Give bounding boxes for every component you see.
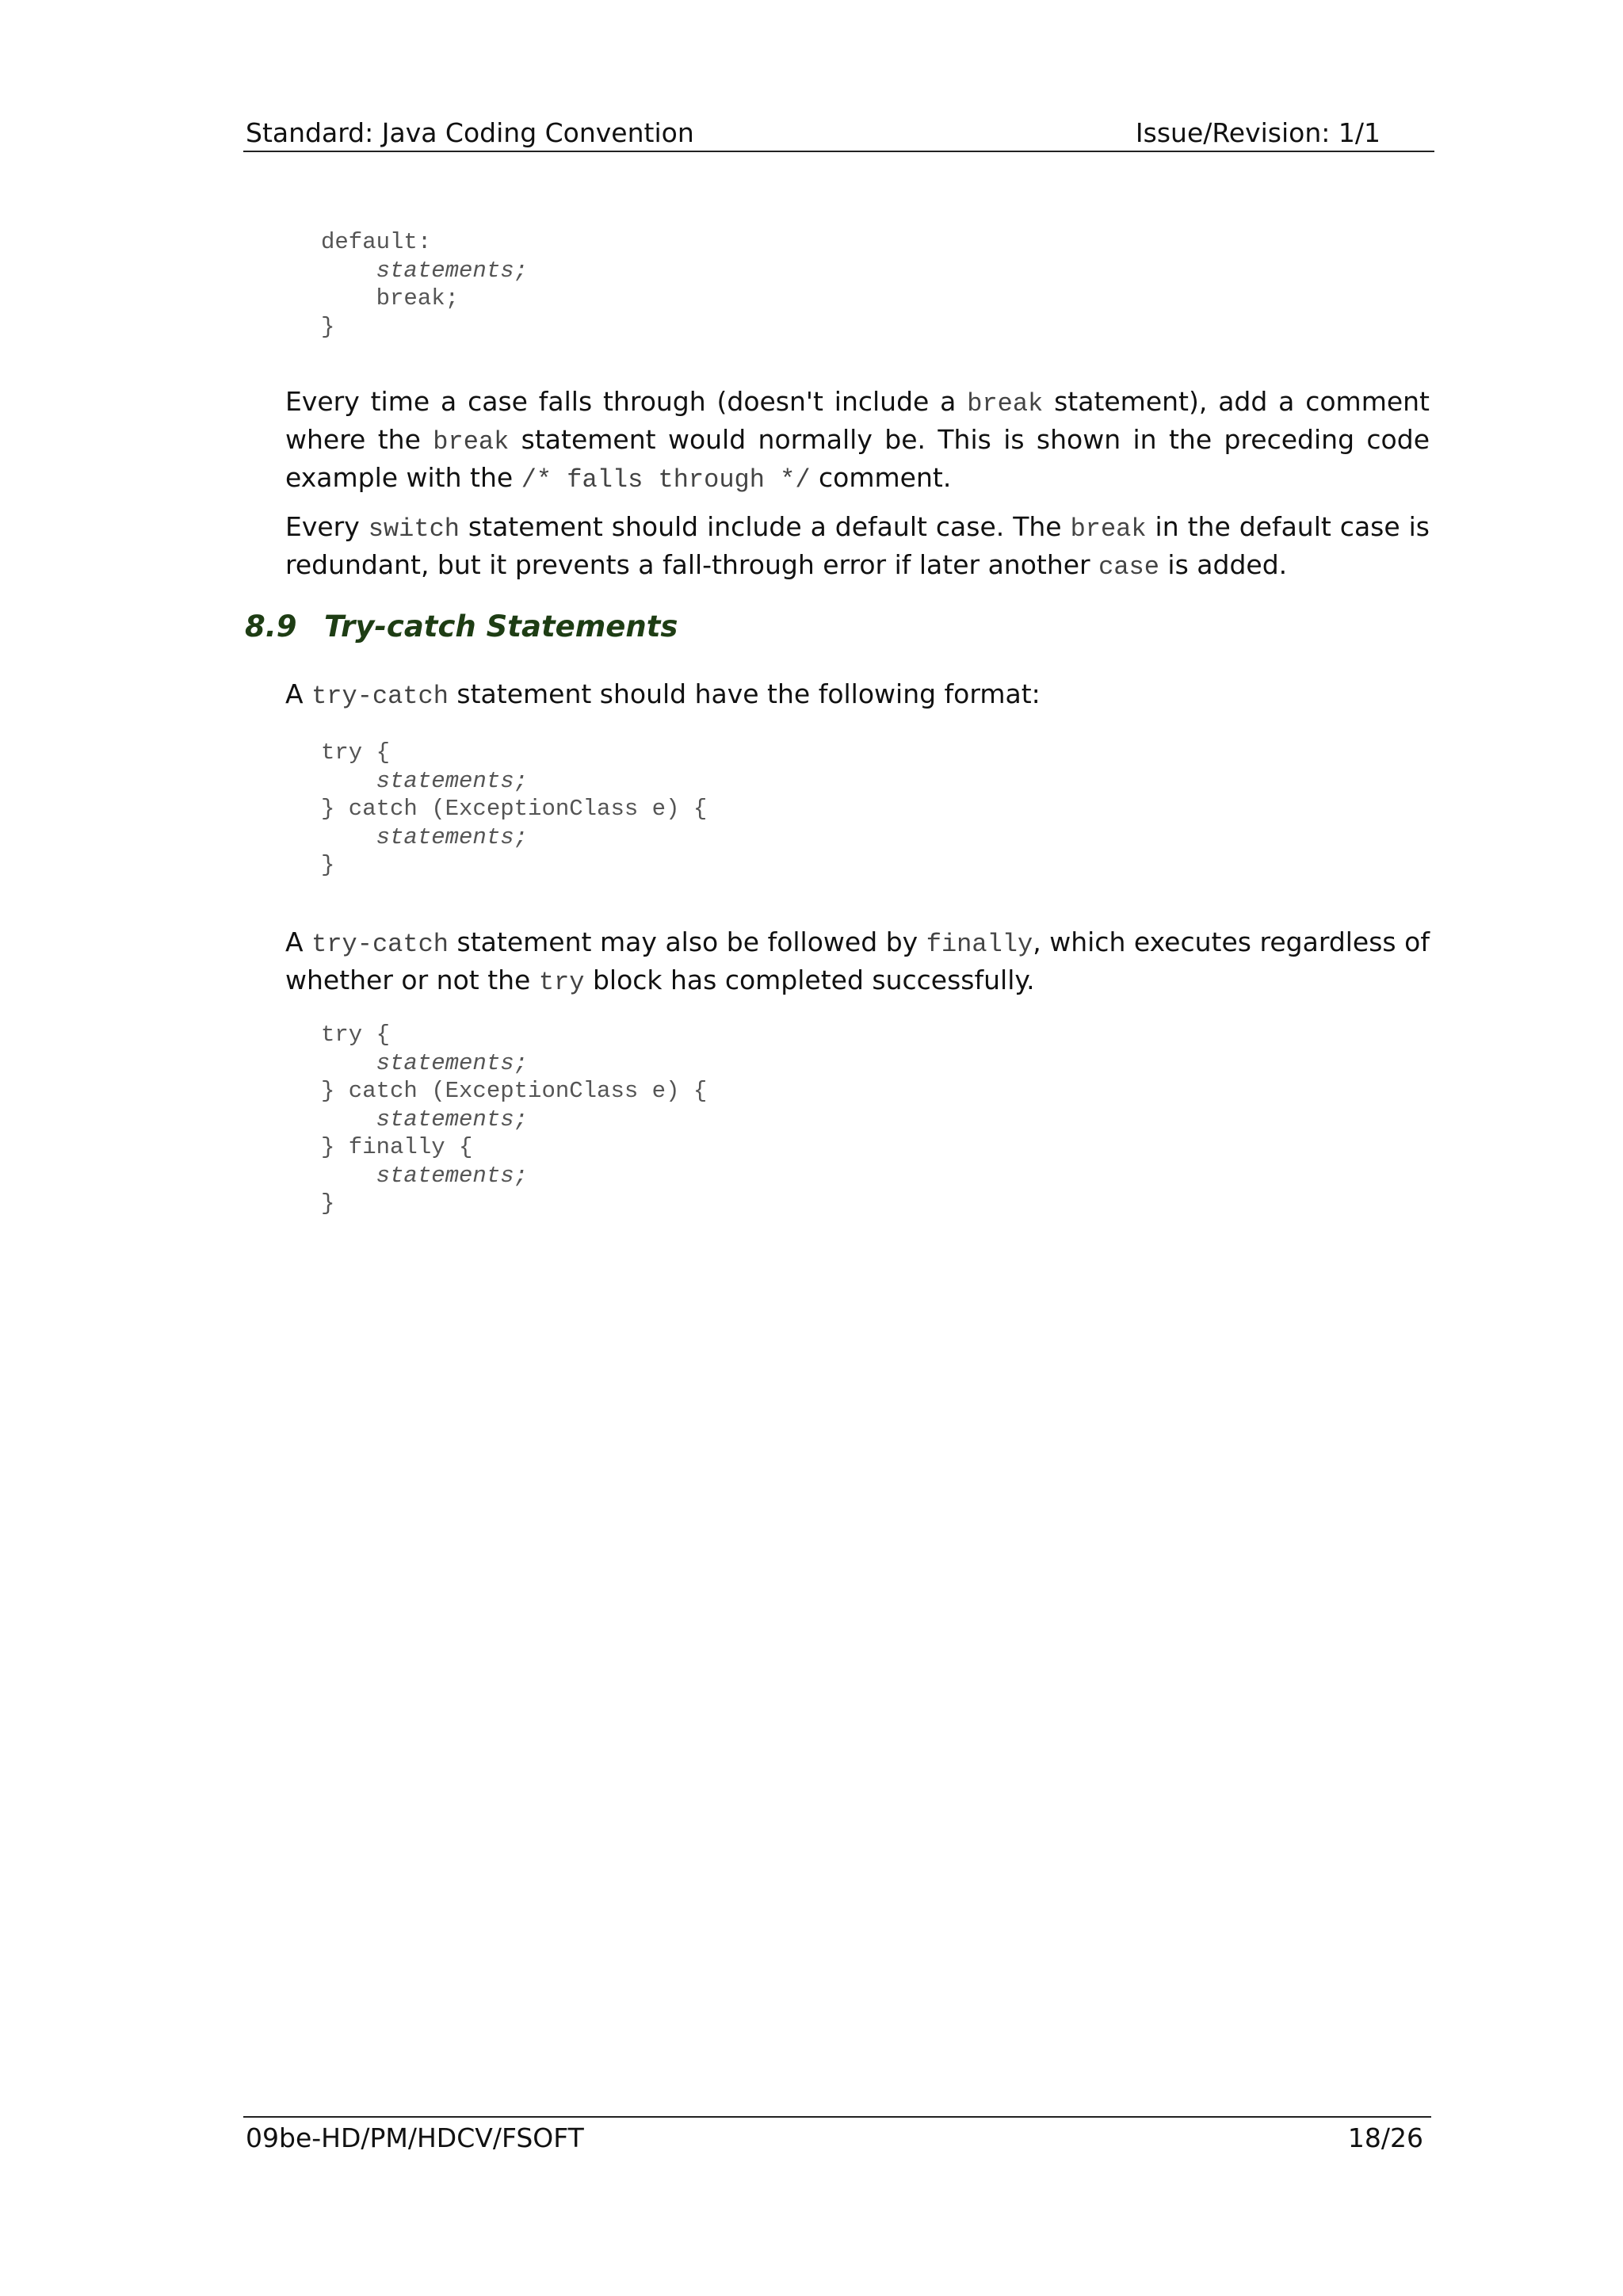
code-line: try { [321,1022,391,1048]
text-run: A [285,678,312,709]
header-document-title: Standard: Java Coding Convention [246,117,694,148]
text-run: comment. [810,462,952,493]
inline-code: try-catch [311,682,449,711]
header-revision: Issue/Revision: 1/1 [1135,117,1381,148]
paragraph-finally [285,924,1430,1000]
inline-code: switch [368,514,460,544]
code-line: break; [321,285,460,311]
text-run: Every [285,511,369,542]
text-run: statement should include a default case. The [459,511,1071,542]
code-line: statements; [321,767,529,794]
section-title: Try-catch Statements [324,609,678,644]
section-number: 8.9 [245,609,297,644]
paragraph-default-case [285,509,1430,585]
section-heading [245,609,678,645]
code-line: statements; [321,1049,529,1076]
text-run: statement should have the following format: [448,678,1041,709]
code-line: } [321,313,335,340]
code-block-try-catch [321,739,707,880]
footer-page-number: 18/26 [1347,2122,1423,2153]
code-line: statements; [321,257,529,284]
code-line: default: [321,229,432,255]
text-run: A [285,926,312,957]
text-run: statement would normally be. This is shown in the preceding code example with the [285,424,1430,493]
inline-code: break [1070,514,1147,544]
code-line: } catch (ExceptionClass e) { [321,796,708,822]
text-run: is added. [1159,549,1288,580]
code-line: } catch (ExceptionClass e) { [321,1078,708,1104]
paragraph-try-catch-format [285,676,1430,714]
code-block-try-catch-finally [321,1021,707,1218]
code-line: statements; [321,1162,529,1189]
code-line: try { [321,739,391,766]
code-line: } [321,1190,335,1217]
code-line: statements; [321,1106,529,1133]
inline-code: try-catch [311,930,449,959]
code-block-switch-tail [321,228,528,341]
page-footer [243,2116,1431,2153]
inline-code: /* falls through */ [521,465,811,495]
text-run: in the default case is redundant, but it prevents a fall-through error if later another [285,511,1430,580]
code-line: } finally { [321,1134,473,1160]
text-run: , which executes regardless of whether or not the [285,926,1430,995]
page-header [243,116,1434,152]
text-run: statement may also be followed by [448,926,926,957]
inline-code: finally [926,930,1033,959]
footer-document-code: 09be-HD/PM/HDCV/FSOFT [246,2122,584,2153]
text-run: block has completed successfully. [584,965,1035,995]
text-run: statement), add a comment where the [285,386,1430,455]
paragraph-falls-through [285,384,1430,498]
code-line: } [321,852,335,878]
inline-code: break [433,427,510,457]
text-run: Every time a case falls through (doesn't include a [285,386,968,417]
inline-code: case [1098,552,1159,582]
inline-code: try [538,968,585,997]
inline-code: break [967,389,1044,418]
code-line: statements; [321,823,529,850]
